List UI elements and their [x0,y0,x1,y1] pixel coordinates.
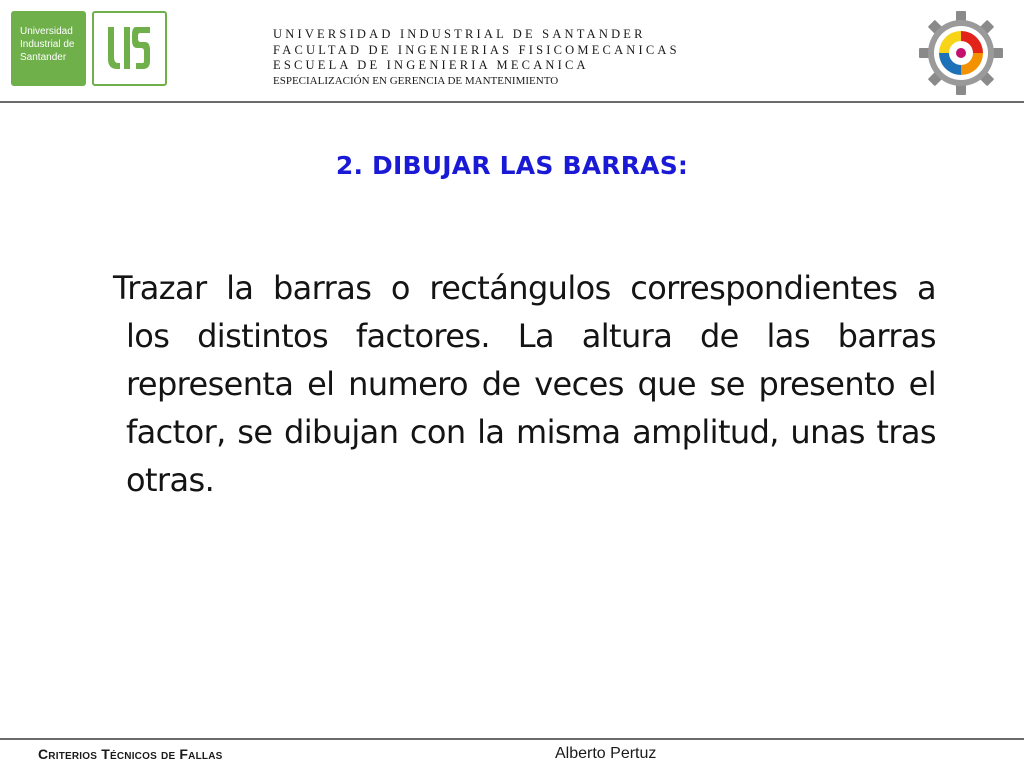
slide-title [0,151,1024,180]
gear-emblem-svg [918,6,1004,98]
uis-monogram-icon [92,11,167,86]
institution-header [273,27,680,88]
university-text-logo [11,11,86,86]
uis-monogram-svg [94,13,165,84]
university-name: UNIVERSIDAD INDUSTRIAL DE SANTANDER [273,27,646,41]
course-title: Criterios Técnicos de Fallas [38,746,223,762]
logo-line-3: Santander [20,52,67,63]
logo-line-1: Universidad [20,26,73,37]
slide-title-text: 2. DIBUJAR LAS BARRAS [335,151,678,180]
author-name: Alberto Pertuz [555,745,657,762]
footer-divider [0,738,1024,740]
slide-body-paragraph: Trazar la barras o rectángulos correspondientes a los distintos factores. La altura de las barras representa el numero de veces que se presento el factor, se dibujan con la misma amplitud, unas tras otras. [113,269,936,499]
school-name: ESCUELA DE INGENIERIA MECANICA [273,58,589,72]
gear-swirl-emblem-icon [918,6,1004,98]
header-divider [0,101,1024,103]
faculty-name: FACULTAD DE INGENIERIAS FISICOMECANICAS [273,42,680,57]
logo-line-2: Industrial de [20,39,75,50]
slide-title-colon: : [677,151,689,180]
program-name: ESPECIALIZACIÓN EN GERENCIA DE MANTENIMIENTO [273,74,559,87]
